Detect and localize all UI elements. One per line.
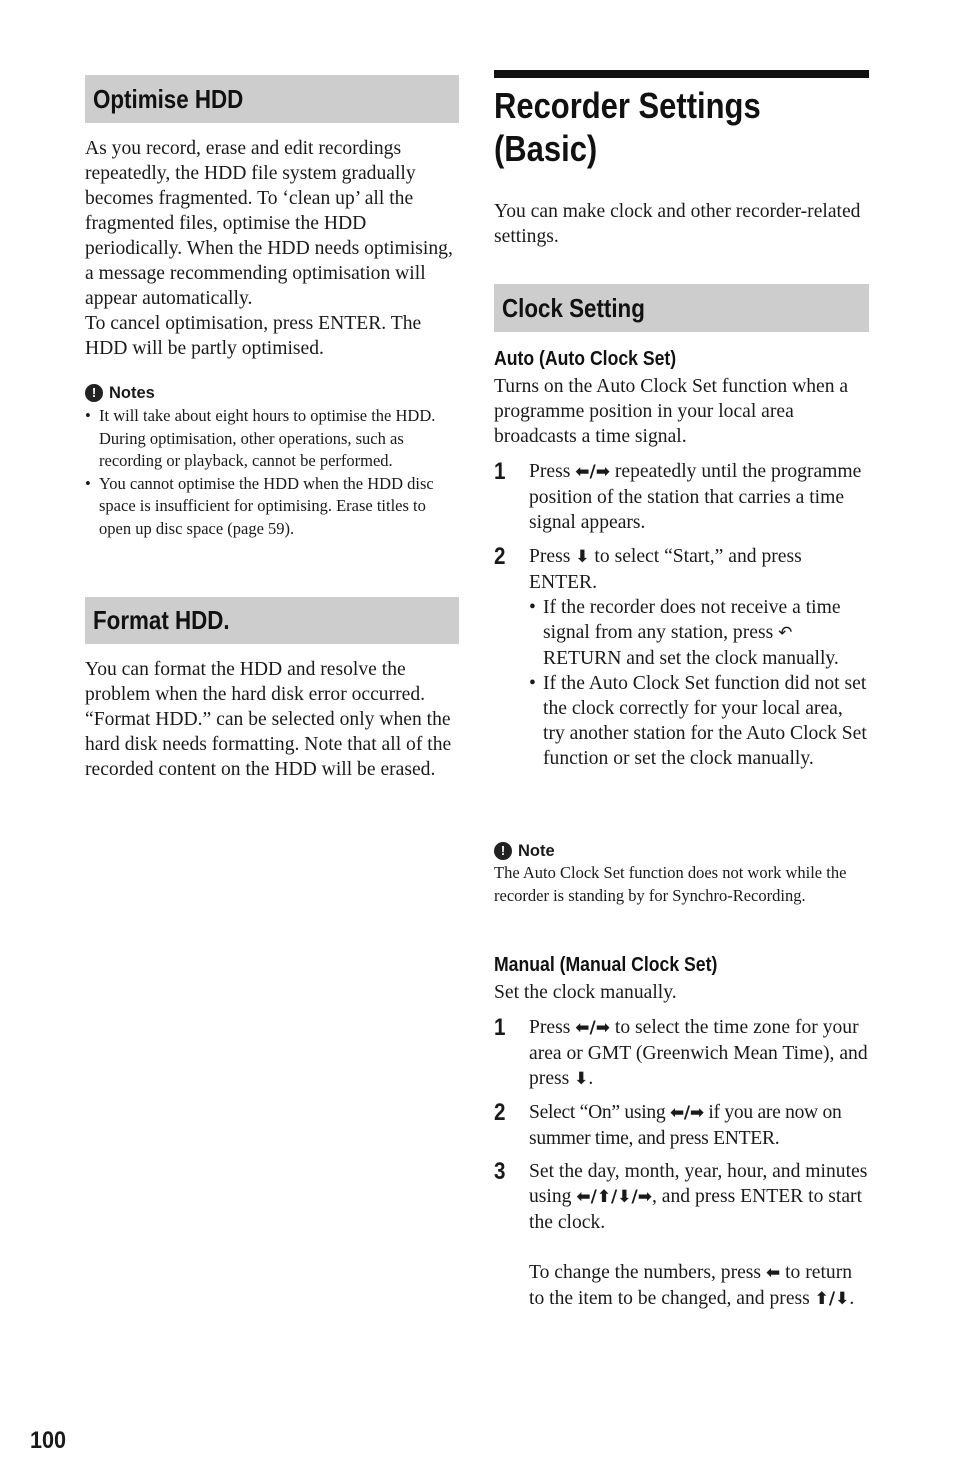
step-number: 2: [494, 543, 506, 570]
auto-note-header: ! Note: [494, 841, 555, 861]
clock-setting-heading: Clock Setting: [494, 284, 869, 332]
optimise-notes-list: [85, 405, 459, 540]
up-down-arrow-icon: ⬆/⬇: [814, 1289, 850, 1309]
format-hdd-paragraph: You can format the HDD and resolve the problem when the hard disk error occurred. “Format HDD.” can be selected only when the hard disk needs formatting. Note that all of the recorded content on the HDD will be erased.: [85, 659, 452, 780]
manual-step-1: 1 Press ⬅/➡ to select the time zone for your area or GMT (Greenwich Mean Time), and press ⬇.: [494, 1014, 868, 1089]
list-item: • If the Auto Clock Set function did not set the clock correctly for your local area, try another station for the Auto Clock Set function or set the clock manually.: [529, 671, 869, 771]
list-item: • If the recorder does not receive a time signal from any station, press ↶ RETURN and set the clock manually.: [529, 595, 869, 671]
note-icon: !: [494, 842, 512, 860]
auto-note-text: The Auto Clock Set function does not work while the recorder is standing by for Synchro-Recording.: [494, 863, 847, 905]
left-right-arrow-icon: ⬅/➡: [669, 1103, 704, 1123]
manual-step-2: 2 Select “On” using ⬅/➡ if you are now on summer time, and press ENTER.: [494, 1099, 842, 1149]
optimise-hdd-heading: Optimise HDD: [85, 75, 459, 123]
title-rule: [494, 70, 869, 78]
optimise-hdd-paragraph: As you record, erase and edit recordings repeatedly, the HDD file system gradually becomes fragmented. To ‘clean up’ all the fragmented files, optimise the HDD periodically. When the HDD needs optimising, a message recommending optimisation will appear automatically. To cancel optimisation, press ENTER. The HDD will be partly optimised.: [85, 138, 453, 359]
left-right-arrow-icon: ⬅/➡: [575, 462, 610, 482]
manual-clock-heading: Manual (Manual Clock Set): [494, 953, 718, 976]
note-icon: !: [85, 384, 103, 402]
down-arrow-icon: ⬇: [574, 1069, 589, 1089]
auto-clock-description: Turns on the Auto Clock Set function when a programme position in your local area broadcasts a time signal.: [494, 376, 849, 447]
manual-step-3: 3 Set the day, month, year, hour, and minutes using ⬅/⬆/⬇/➡, and press ENTER to start the clock. To change the numbers, press ⬅ to return to the item to be changed, and press ⬆/⬇.: [494, 1158, 868, 1309]
list-item: • It will take about eight hours to optimise the HDD. During optimisation, other operations, such as recording or playback, cannot be performed.: [85, 405, 459, 473]
left-right-arrow-icon: ⬅/➡: [575, 1018, 610, 1038]
step-number: 2: [494, 1099, 506, 1126]
auto-clock-heading: Auto (Auto Clock Set): [494, 347, 677, 370]
step-number: 3: [494, 1158, 506, 1185]
down-arrow-icon: ⬇: [575, 547, 590, 567]
list-item: • You cannot optimise the HDD when the HDD disc space is insufficient for optimising. Erase titles to open up disc space (page 59).: [85, 473, 459, 541]
manual-clock-description: Set the clock manually.: [494, 982, 677, 1003]
step-number: 1: [494, 458, 506, 485]
left-arrow-icon: ⬅: [765, 1263, 781, 1283]
page-number: 100: [30, 1427, 67, 1454]
direction-arrows-icon: ⬅/⬆/⬇/➡: [576, 1187, 652, 1207]
return-icon: ↶: [778, 623, 793, 643]
step-number: 1: [494, 1014, 506, 1041]
intro-paragraph: You can make clock and other recorder-related settings.: [494, 201, 861, 247]
auto-step-2: 2 Press ⬇ to select “Start,” and press ENTER. • If the recorder does not receive a time signal from any station, press ↶ RETURN and set the clock manually. • If the Auto Clock Set function did not set the clock correctly for your local area, try another station for the Auto Clock Set function or set the clock manually.: [494, 544, 869, 771]
page-title: Recorder Settings (Basic): [494, 85, 761, 169]
optimise-notes-header: ! Notes: [85, 383, 155, 403]
auto-step-1: 1 Press ⬅/➡ repeatedly until the programme position of the station that carries a time signal appears.: [494, 458, 862, 533]
format-hdd-heading: Format HDD.: [85, 597, 459, 644]
